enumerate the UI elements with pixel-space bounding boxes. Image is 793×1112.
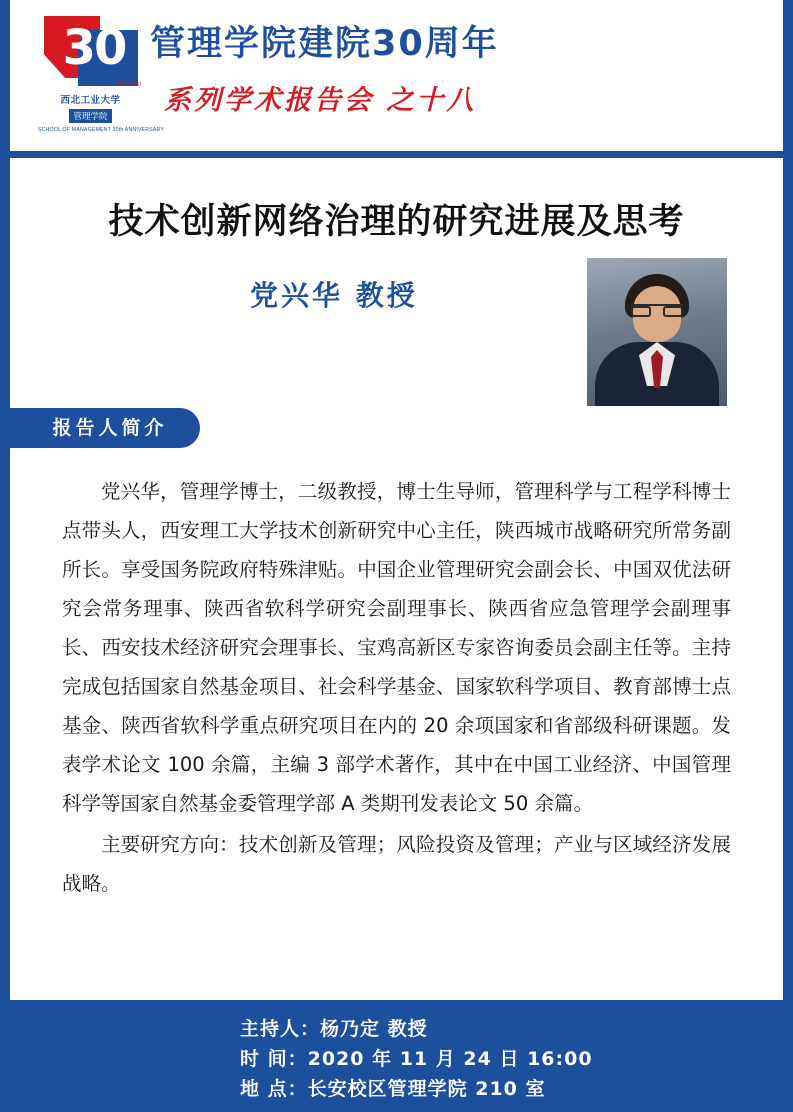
header-titles (150, 16, 763, 117)
logo-school-name-en: SCHOOL OF MANAGEMENT 30th ANNIVERSARY (38, 127, 165, 133)
glasses-icon (631, 304, 683, 315)
footer-time: 时 间：2020 年 11 月 24 日 16:00 (240, 1048, 593, 1070)
header-main-title: 管理学院建院30周年 (150, 24, 499, 64)
speaker-portrait (587, 258, 727, 406)
logo-wordmark (38, 82, 165, 133)
poster-footer (0, 1000, 793, 1112)
poster-header (10, 0, 783, 158)
logo-school-name: 西北工业大学 (60, 95, 121, 106)
section-tag-bio: 报告人简介 (10, 408, 200, 448)
footer-place: 地 点：长安校区管理学院 210 室 (240, 1078, 546, 1100)
logo-number: 30 (62, 20, 126, 76)
speaker-name: 党兴华 教授 (250, 279, 418, 312)
header-divider (10, 151, 783, 158)
school-logo (38, 10, 165, 140)
logo-school-badge: 管理学院 (69, 109, 111, 123)
header-sub-title: 系列学术报告会 之十八 (164, 85, 477, 116)
footer-host: 主持人：杨乃定 教授 (240, 1018, 428, 1040)
logo-years: 1990-2020 (117, 82, 141, 88)
bio-text (62, 472, 731, 903)
bio-paragraph-1: 党兴华，管理学博士，二级教授，博士生导师，管理科学与工程学科博士点带头人，西安理工大学技术创新研究中心主任，陕西城市战略研究所常务副所长。享受国务院政府特殊津贴。中国企业管理研究会副会长、中国双优法研究会常务理事、陕西省软科学研究会副理事长、陕西省应急管理学会副理事长、西安技术经济研究会理事长、宝鸡高新区专家咨询委员会副主任等。主持完成包括国家自然基金项目、社会科学基金、国家软科学项目、教育部博士点基金、陕西省软科学重点研究项目在内的 20 余项国家和省部级科研课题。发表学术论文 100 余篇，主编 3 部学术著作，其中在中国工业经济、中国管理科学等国家自然基金委管理学部 A 类期刊发表论文 50 余篇。 (62, 480, 731, 815)
page-title: 技术创新网络治理的研究进展及思考 (108, 202, 685, 242)
anniversary-mark-icon (38, 10, 143, 88)
speaker-row (10, 262, 783, 412)
bio-paragraph-2: 主要研究方向：技术创新及管理；风险投资及管理；产业与区域经济发展战略。 (62, 833, 731, 895)
